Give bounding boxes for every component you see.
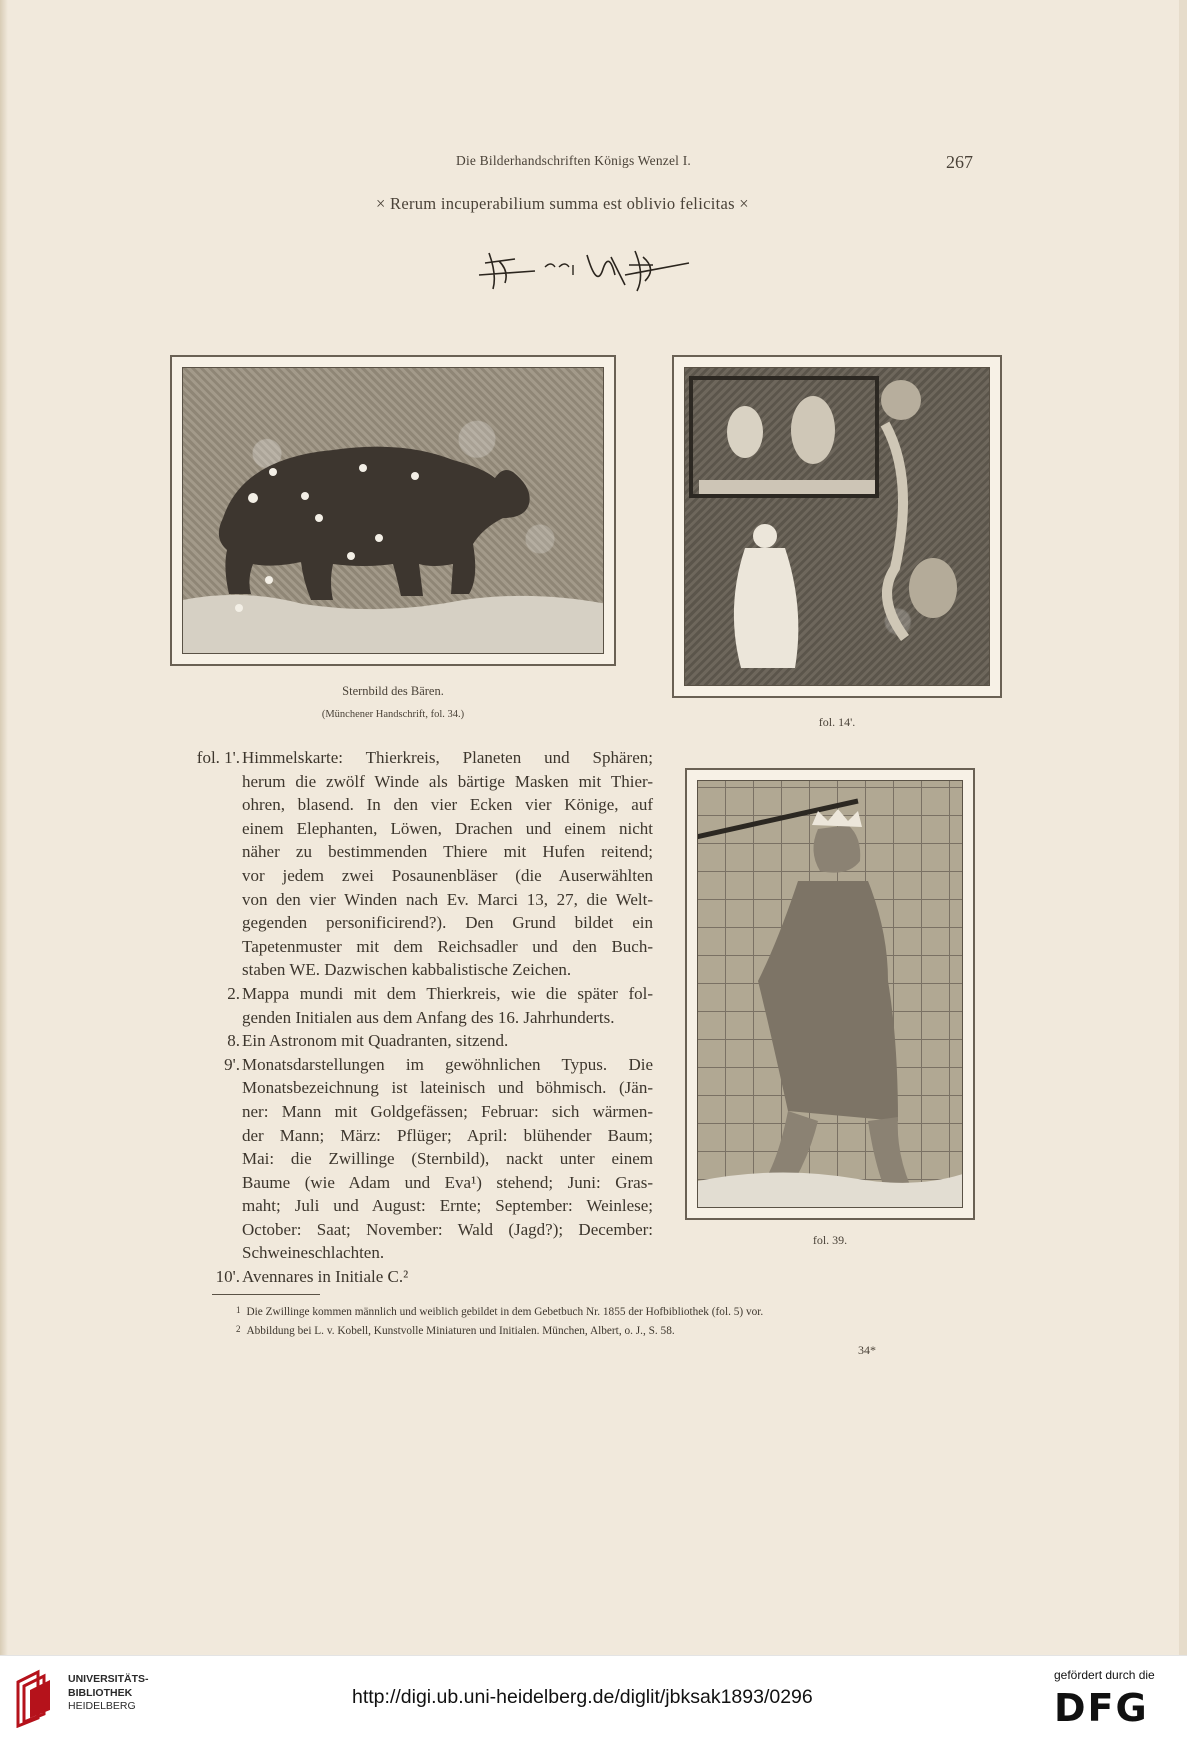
footnote-number: 2	[236, 1324, 241, 1334]
line-text: ohren, blasend. In den vier Ecken vier Könige, auf	[242, 795, 653, 815]
footnote-text: Abbildung bei L. v. Kobell, Kunstvolle Miniaturen und Initialen. München, Albert, o. J., S. 58.	[246, 1325, 675, 1337]
text-line	[190, 840, 653, 864]
text-line	[190, 1100, 653, 1124]
signature-mark: 34*	[858, 1343, 876, 1357]
line-text: Monatsdarstellungen im gewöhnlichen Typus. Die	[242, 1054, 653, 1074]
line-text: von den vier Winden nach Ev. Marci 13, 27, die Welt-	[242, 889, 653, 909]
line-text: näher zu bestimmenden Thiere mit Hufen reitend;	[242, 842, 653, 862]
page-edge-shadow	[0, 0, 8, 1655]
folio-mark: 8.	[227, 1031, 240, 1051]
folio-mark: 9'.	[224, 1054, 240, 1074]
text-line	[190, 770, 653, 794]
library-line-2: BIBLIOTHEK	[68, 1686, 133, 1699]
footnote-text: Die Zwillinge kommen männlich und weiblich gebildet in dem Gebetbuch Nr. 1855 der Hofbibliothek (fol. 5) vor.	[246, 1306, 764, 1318]
footnote	[236, 1321, 976, 1340]
fol14-caption: fol. 14'.	[818, 715, 856, 729]
text-line	[190, 1171, 653, 1195]
folio-mark: fol. 1'.	[196, 748, 240, 767]
text-line	[190, 1147, 653, 1171]
line-text: Monatsbezeichnung ist lateinisch und böhmisch. (Jän-	[242, 1078, 653, 1098]
line-text: vor jedem zwei Posaunenbläser (die Auserwählten	[242, 865, 653, 885]
fol14-illustration	[672, 355, 1002, 698]
bear-caption-title: Sternbild des Bären.	[342, 684, 444, 698]
handwritten-signature	[475, 245, 695, 303]
main-text	[190, 746, 653, 1289]
footnotes	[236, 1302, 976, 1340]
library-line-1: UNIVERSITÄTS-	[68, 1673, 149, 1685]
text-line	[190, 1053, 653, 1077]
line-text: Baume (wie Adam und Eva¹) stehend; Juni: Gras-	[242, 1172, 653, 1192]
text-line	[190, 1124, 653, 1148]
line-text: Tapetenmuster mit dem Reichsadler und den Buch-	[242, 936, 653, 956]
line-text: ner: Mann mit Goldgefässen; Februar: sich wärmen-	[242, 1101, 653, 1121]
folio-mark: 2.	[227, 983, 240, 1003]
footnote-rule	[212, 1294, 320, 1295]
line-text: Ein Astronom mit Quadranten, sitzend.	[242, 1031, 509, 1051]
text-line	[190, 982, 653, 1006]
library-line-3: HEIDELBERG	[68, 1700, 136, 1712]
page-number: 267	[946, 152, 973, 172]
permalink-url[interactable]: http://digi.ub.uni-heidelberg.de/diglit/jbksak1893/0296	[352, 1686, 813, 1708]
text-line	[190, 1265, 653, 1289]
line-text: herum die zwölf Winde als bärtige Masken mit Thier-	[242, 771, 653, 791]
text-line	[190, 864, 653, 888]
text-line	[190, 1006, 653, 1030]
text-line	[190, 1218, 653, 1242]
line-text: Mai: die Zwillinge (Sternbild), nackt unter einem	[242, 1149, 653, 1169]
line-text: Avennares in Initiale C.²	[242, 1267, 409, 1287]
line-text: gegenden personificirend?). Den Grund bildet ein	[242, 913, 653, 933]
line-text: der Mann; März: Pflüger; April: blühender Baum;	[242, 1125, 653, 1145]
line-text: genden Initialen aus dem Anfang des 16. Jahrhunderts.	[242, 1007, 615, 1027]
text-line	[190, 1076, 653, 1100]
viewer-footer	[0, 1655, 1187, 1737]
text-line	[190, 1194, 653, 1218]
funder-label: gefördert durch die	[1054, 1668, 1155, 1682]
text-line	[190, 746, 653, 770]
text-line	[190, 817, 653, 841]
university-library-logo-icon[interactable]	[14, 1668, 58, 1728]
fol39-caption: fol. 39.	[812, 1233, 848, 1247]
running-head: Die Bilderhandschriften Königs Wenzel I.	[456, 153, 691, 168]
line-text: maht; Juli und August: Ernte; September: Weinlese;	[242, 1196, 653, 1216]
folio-mark: 10'.	[215, 1267, 240, 1287]
fol39-illustration	[685, 768, 975, 1220]
bear-caption	[170, 684, 616, 720]
line-text: October: Saat; November: Wald (Jagd?); December:	[242, 1219, 653, 1239]
text-line	[190, 1241, 653, 1265]
text-line	[190, 888, 653, 912]
text-line	[190, 911, 653, 935]
university-library-name[interactable]	[68, 1673, 149, 1714]
bear-illustration	[170, 355, 616, 666]
line-text: Mappa mundi mit dem Thierkreis, wie die später fol-	[242, 983, 653, 1003]
bear-caption-source: (Münchener Handschrift, fol. 34.)	[321, 709, 465, 720]
line-text: Himmelskarte: Thierkreis, Planeten und Sphären;	[242, 748, 653, 767]
text-line	[190, 958, 653, 982]
text-line	[190, 793, 653, 817]
line-text: einem Elephanten, Löwen, Drachen und einem nicht	[242, 818, 653, 838]
text-line	[190, 935, 653, 959]
dfg-funder[interactable]	[1032, 1664, 1177, 1730]
dfg-logo-icon: DFG	[1054, 1686, 1149, 1730]
line-text: staben WE. Dazwischen kabbalistische Zeichen.	[242, 960, 572, 980]
motto: × Rerum incuperabilium summa est oblivio felicitas ×	[376, 194, 749, 213]
line-text: Schweineschlachten.	[242, 1243, 385, 1263]
footnote	[236, 1302, 976, 1321]
footnote-number: 1	[236, 1305, 241, 1315]
text-line	[190, 1029, 653, 1053]
